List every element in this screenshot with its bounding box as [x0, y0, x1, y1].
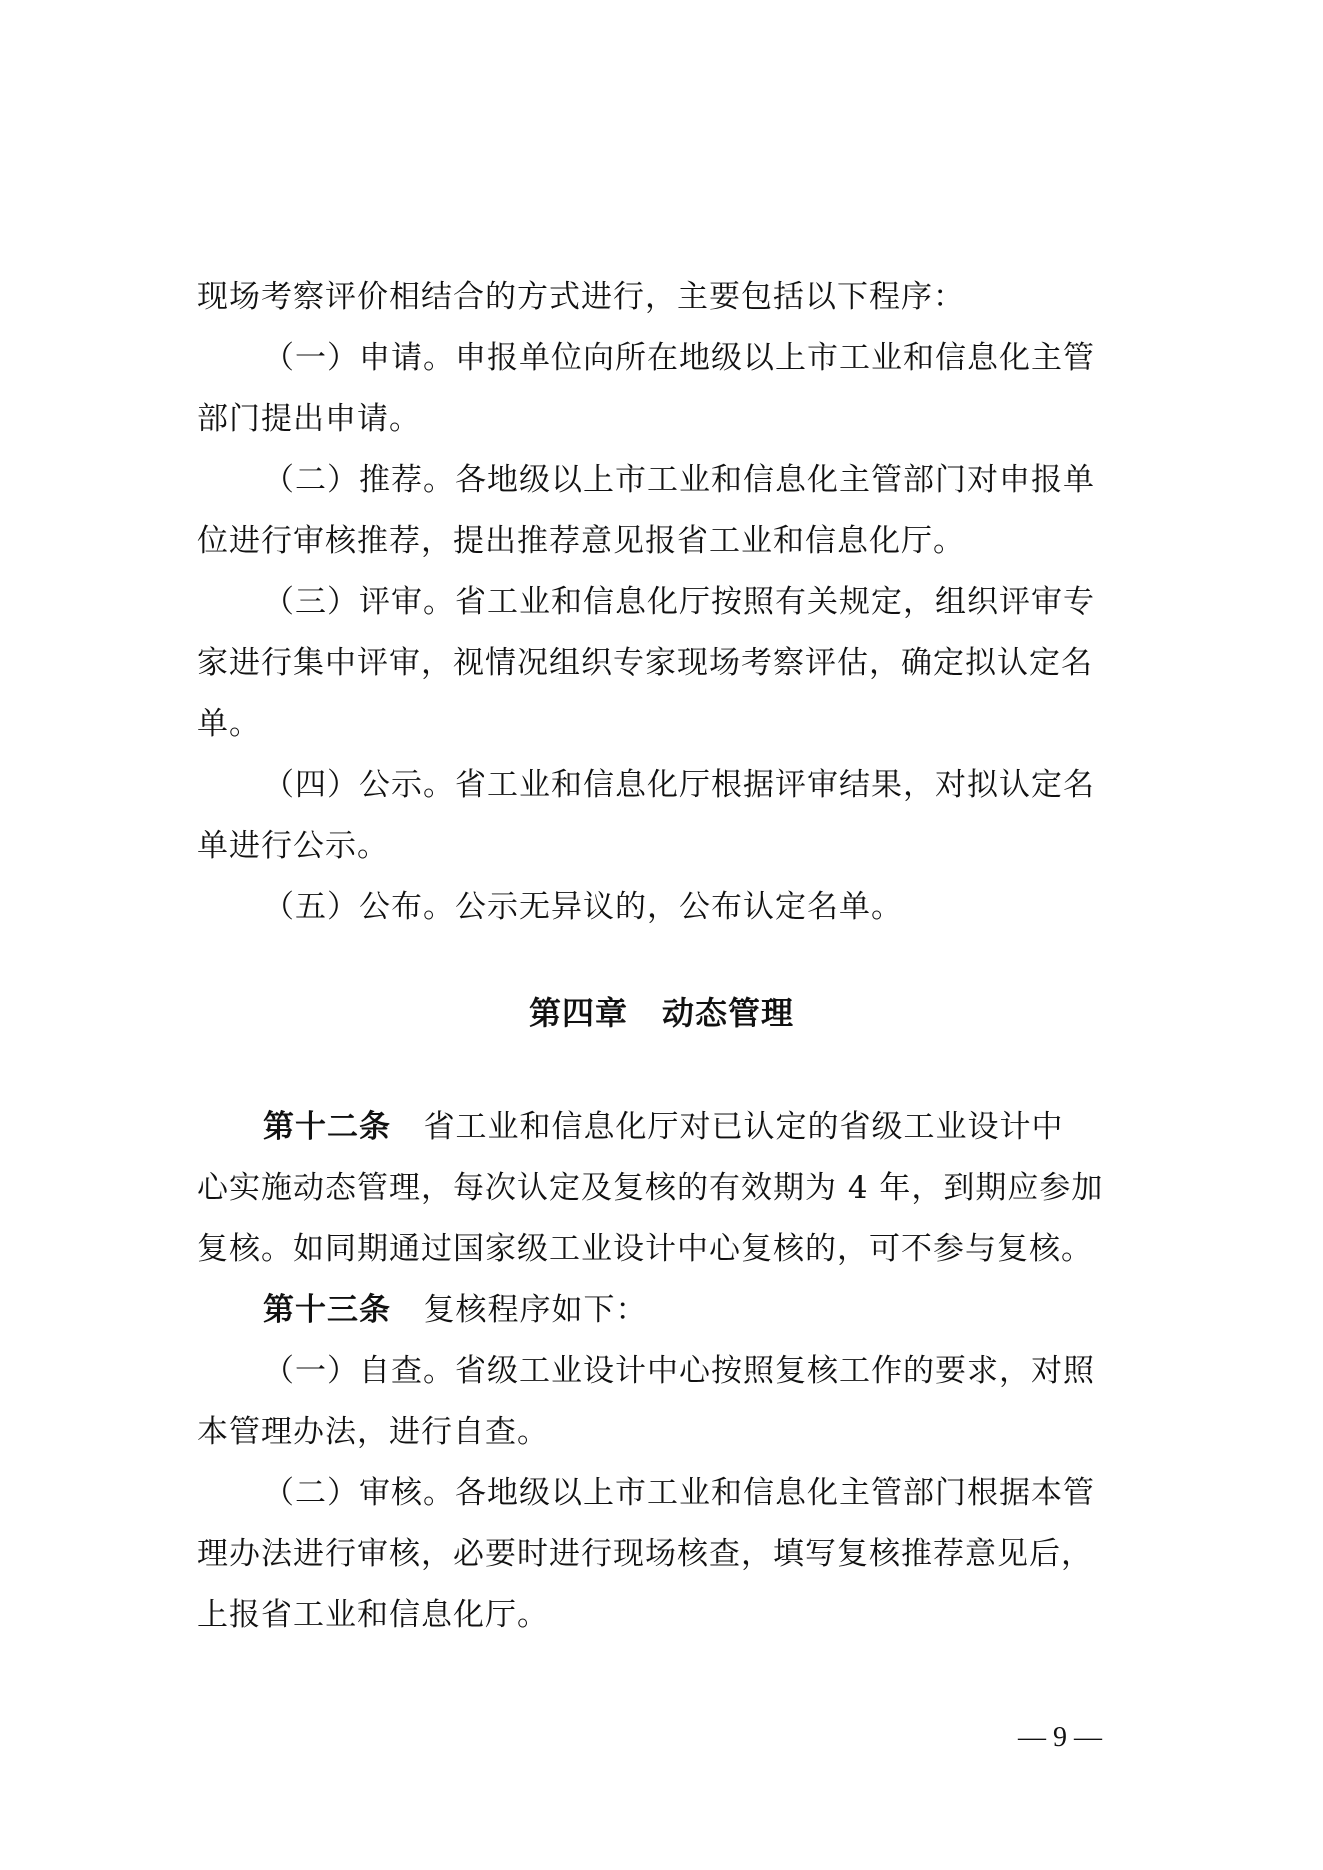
procedure-section	[197, 267, 1137, 938]
paragraph-line: 单进行公示。	[197, 828, 389, 864]
chapter-number: 第四章	[528, 994, 628, 1032]
paragraph-line: 心实施动态管理，每次认定及复核的有效期为 4 年，到期应参加	[197, 1170, 1104, 1206]
paragraph-line: （三）评审。省工业和信息化厅按照有关规定，组织评审专	[263, 584, 1095, 620]
chapter-heading	[0, 988, 1323, 1034]
paragraph-line: 部门提出申请。	[197, 401, 421, 437]
article-13-line	[197, 1280, 1137, 1341]
article-12-label: 第十二条	[263, 1109, 391, 1145]
paragraph-line: 单。	[197, 706, 261, 742]
page-number: — 9 —	[1018, 1722, 1102, 1753]
paragraph-line: 家进行集中评审，视情况组织专家现场考察评估，确定拟认定名	[197, 645, 1093, 681]
paragraph-line: 复核。如同期通过国家级工业设计中心复核的，可不参与复核。	[197, 1231, 1093, 1267]
paragraph-line: （一）申请。申报单位向所在地级以上市工业和信息化主管	[263, 340, 1095, 376]
paragraph-line: 理办法进行审核，必要时进行现场核查，填写复核推荐意见后，	[197, 1536, 1093, 1572]
paragraph-line: （五）公布。公示无异议的，公布认定名单。	[263, 889, 903, 925]
chapter-title: 动态管理	[662, 994, 795, 1032]
paragraph-line: （一）自查。省级工业设计中心按照复核工作的要求，对照	[263, 1353, 1095, 1389]
paragraph-line: （二）推荐。各地级以上市工业和信息化主管部门对申报单	[263, 462, 1095, 498]
paragraph-line: （二）审核。各地级以上市工业和信息化主管部门根据本管	[263, 1475, 1095, 1511]
paragraph-line: 位进行审核推荐，提出推荐意见报省工业和信息化厅。	[197, 523, 965, 559]
article-12-text: 省工业和信息化厅对已认定的省级工业设计中	[423, 1109, 1064, 1145]
dynamic-management-section	[197, 1097, 1137, 1646]
article-12-line	[197, 1097, 1137, 1158]
paragraph-line: 现场考察评价相结合的方式进行，主要包括以下程序：	[197, 279, 965, 315]
paragraph-line: 上报省工业和信息化厅。	[197, 1597, 549, 1633]
paragraph-line: （四）公示。省工业和信息化厅根据评审结果，对拟认定名	[263, 767, 1095, 803]
article-13-text: 复核程序如下：	[423, 1292, 648, 1328]
paragraph-line: 本管理办法，进行自查。	[197, 1414, 549, 1450]
article-13-label: 第十三条	[263, 1292, 391, 1328]
